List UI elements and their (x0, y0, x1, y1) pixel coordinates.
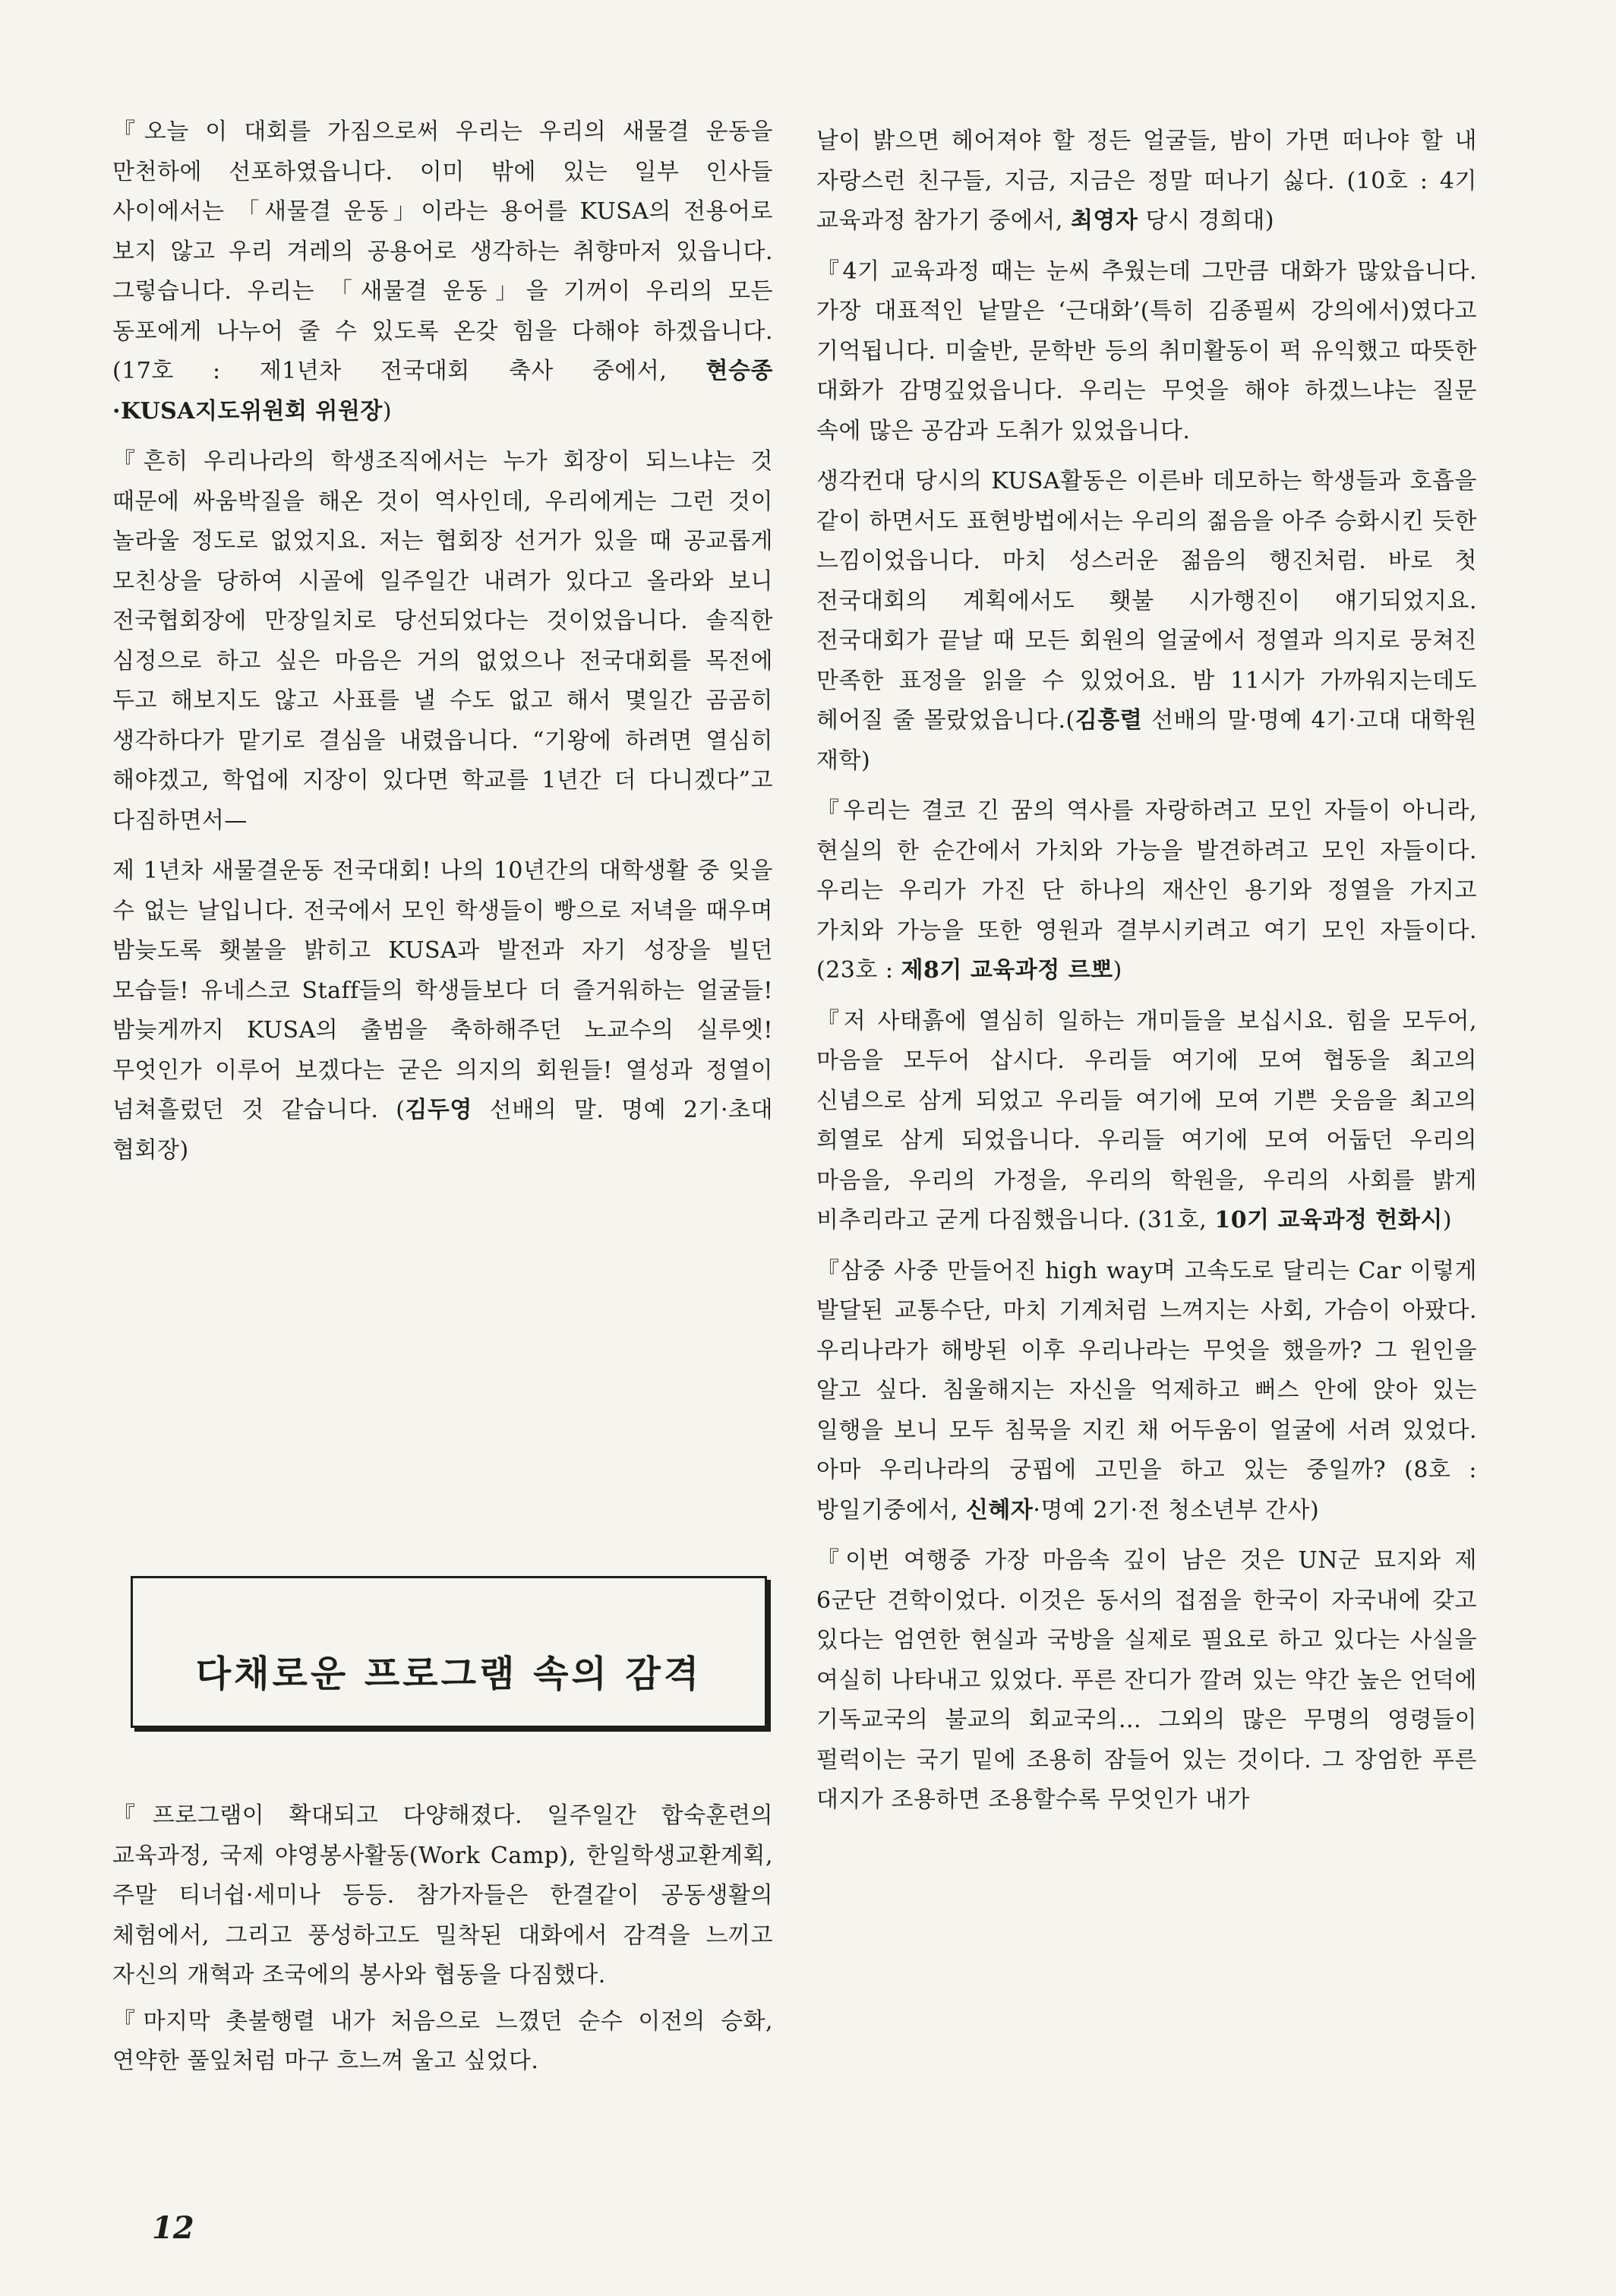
paragraph-tail: ) (1442, 1207, 1453, 1233)
quote-kim-heungryul (816, 462, 1477, 781)
left-column (112, 112, 773, 1181)
attribution-name: 제8기 교육과정 르뽀 (901, 957, 1113, 984)
quote-candle-procession: 『마지막 촛불행렬 내가 처음으로 느꼈던 순수 이전의 승화, 연약한 풀잎처럼 마구 흐느껴 울고 싶었다. (112, 2007, 773, 2074)
quote-choi-youngja (816, 122, 1477, 242)
attribution-name: 현승종·KUSA지도위원회 위원장 (112, 358, 773, 425)
bottom-left-column (112, 1796, 773, 2088)
quote-8th-course (816, 791, 1477, 991)
paragraph-text: 제 1년차 새물결운동 전국대회! 나의 10년간의 대학생활 중 잊을 수 없는 날입니다. 전국에서 모인 학생들이 빵으로 저녁을 때우며 밤늦도록 횃불을 밝히고 KUSA과 발전과 자기 성장을 빌던 모습들! 유네스코 Staff들의 학생들보다 더 즐거워하는 얼굴들! 밤늦게까지 KUSA의 출범을 축하해주던 노교수의 실루엣! 무엇인가 이루어 보겠다는 굳은 의지의 회원들! 열성과 정열이 넘쳐흘렀던 것 같습니다. ( (112, 857, 773, 1123)
attribution-name: 김두영 (405, 1097, 472, 1123)
paragraph-tail: ) (1113, 957, 1122, 984)
paragraph-text: 『저 사태흙에 열심히 일하는 개미들을 보십시요. 힘을 모두어, 마음을 모두어 삽시다. 우리들 여기에 모여 협동을 최고의 신념으로 삼게 되었고 우리들 여기에 모여 기쁜 웃음을 최고의 희열로 삼게 되었읍니다. 우리들 여기에 모여 어둡던 우리의 마음을, 우리의 가정을, 우리의 학원을, 우리의 사회를 밝게 비추리라고 굳게 다짐했읍니다. (31호, (816, 1007, 1477, 1233)
right-column (816, 122, 1477, 1831)
paragraph-program-expansion: 『프로그램이 확대되고 다양해졌다. 일주일간 합숙훈련의 교육과정, 국제 야영봉사활동(Work Camp), 한일학생교환계획, 주말 티너쉽·세미나 등등. 참가자들은 한결같이 공동생활의 체험에서, 그리고 풍성하고도 밀착된 대화에서 감격을 느끼고 자신의 개혁과 조국에의 봉사와 협동을 다짐했다. (112, 1802, 773, 1988)
page-number: 12 (152, 2210, 194, 2246)
attribution-name: 신혜자 (965, 1496, 1034, 1524)
paragraph-text: 『우리는 결코 긴 꿈의 역사를 자랑하려고 모인 자들이 아니라, 현실의 한 순간에서 가치와 가능을 발견하려고 모인 자들이다. 우리는 우리가 가진 단 하나의 재산인 용기와 정열을 가지고 가치와 가능을 또한 영원과 결부시키려고 여기 모인 자들이다. (23호 : (816, 797, 1477, 984)
attribution-name: 10기 교육과정 헌화시 (1214, 1207, 1443, 1233)
quote-un-cemetery: 『이번 여행중 가장 마음속 깊이 남은 것은 UN군 묘지와 제 6군단 견학이었다. 이것은 동서의 접점을 한국이 자국내에 갖고 있다는 엄연한 현실과 국방을 실제로 필요로 하고 있다는 사실을 여실히 나타내고 있었다. 푸른 잔디가 깔려 있는 약간 높은 언덕에 기독교국의 불교의 회교국의… 그외의 많은 무명의 영령들이 펄럭이는 국기 밑에 조용히 잠들어 있는 것이다. 그 장엄한 푸른 대지가 조용하면 조용할수록 무엇인가 내가 (816, 1547, 1477, 1813)
attribution-name: 최영자 (1070, 207, 1138, 234)
paragraph-tail: 선배의 말. 명예 2기·초대 협회장) (112, 1097, 773, 1164)
paragraph-text: 날이 밝으면 헤어져야 할 정든 얼굴들, 밤이 가면 떠나야 할 내 자랑스런 친구들, 지금, 지금은 정말 떠나기 싫다. (10호 : 4기 교육과정 참가기 중에서, (816, 128, 1477, 234)
section-heading-box (131, 1576, 767, 1728)
quote-student-org: 『흔히 우리나라의 학생조직에서는 누가 회장이 되느냐는 것 때문에 싸움박질을 해온 것이 역사인데, 우리에게는 그런 것이 놀라울 정도로 없었지요. 저는 협회장 선거가 있을 때 공교롭게 모친상을 당하여 시골에 일주일간 내려가 있다고 올라와 보니 전국협회장에 만장일치로 당선되었다는 것이었읍니다. 솔직한 심정으로 하고 싶은 마음은 거의 없었으나 전국대회를 목전에 두고 해보지도 않고 사표를 낼 수도 없고 해서 몇일간 곰곰히 생각하다가 맡기로 결심을 내렸읍니다. “기왕에 하려면 열심히 해야겠고, 학업에 지장이 있다면 학교를 1년간 더 다니겠다”고 다짐하면서— (112, 448, 773, 834)
quote-shin-hyeja (816, 1252, 1477, 1531)
quote-10th-course-poem (816, 1002, 1477, 1241)
quote-hyun-seungjong (112, 112, 773, 431)
paragraph-text: 『오늘 이 대회를 가짐으로써 우리는 우리의 새물결 운동을 만천하에 선포하였읍니다. 이미 밖에 있는 일부 인사들 사이에서는 「새물결 운동」이라는 용어를 KUSA의 전용어로 보지 않고 우리 겨레의 공용어로 생각하는 취향마저 있읍니다. 그렇습니다. 우리는 「새물결 운동」을 기꺼이 우리의 모든 동포에게 나누어 줄 수 있도록 온갖 힘을 다해야 하겠읍니다.(17호 : 제1년차 전국대회 축사 중에서, (112, 118, 773, 384)
paragraph-text: 『삼중 사중 만들어진 high way며 고속도로 달리는 Car 이렇게 발달된 교통수단, 마치 기계처럼 느껴지는 사회, 가슴이 아팠다. 우리나라가 해방된 이후 우리나라는 무엇을 했을까? 그 원인을 알고 싶다. 침울해지는 자신을 억제하고 뻐스 안에 앉아 있는 일행을 보니 모두 침묵을 지킨 채 어두움이 얼굴에 서려 있었다. 아마 우리나라의 궁핍에 고민을 하고 있는 중일까? (8호 : 방일기중에서, (816, 1257, 1477, 1524)
section-heading: 다채로운 프로그램 속의 감격 (195, 1653, 702, 1695)
attribution-name: 김흥렬 (1075, 707, 1143, 734)
paragraph-tail: ·명예 2기·전 청소년부 간사) (1033, 1496, 1320, 1524)
quote-4th-course: 『4기 교육과정 때는 눈씨 추웠는데 그만큼 대화가 많았읍니다. 가장 대표적인 낱말은 ‘근대화’(특히 김종필씨 강의에서)였다고 기억됩니다. 미술반, 문학반 등의 취미활동이 퍽 유익했고 따뜻한 대화가 감명깊었읍니다. 우리는 무엇을 해야 하겠느냐는 질문 속에 많은 공감과 도취가 있었읍니다. (816, 257, 1477, 444)
paragraph-tail: ) (382, 397, 393, 425)
quote-kim-duyoung (112, 851, 773, 1170)
paragraph-tail: 당시 경희대) (1138, 207, 1275, 234)
paragraph-text: 생각컨대 당시의 KUSA활동은 이른바 데모하는 학생들과 호흡을 같이 하면서도 표현방법에서는 우리의 젊음을 아주 승화시킨 듯한 느낌이었읍니다. 마치 성스러운 젊음의 행진처럼. 바로 첫 전국대회의 계획에서도 횃불 시가행진이 얘기되었지요. 전국대회가 끝날 때 모든 회원의 얼굴에서 정열과 의지로 뭉쳐진 만족한 표정을 읽을 수 있었어요. 밤 11시가 가까워지는데도 헤어질 줄 몰랐었읍니다.( (816, 468, 1477, 734)
paragraph-tail: 선배의 말·명예 4기·고대 대학원 재학) (816, 707, 1477, 774)
